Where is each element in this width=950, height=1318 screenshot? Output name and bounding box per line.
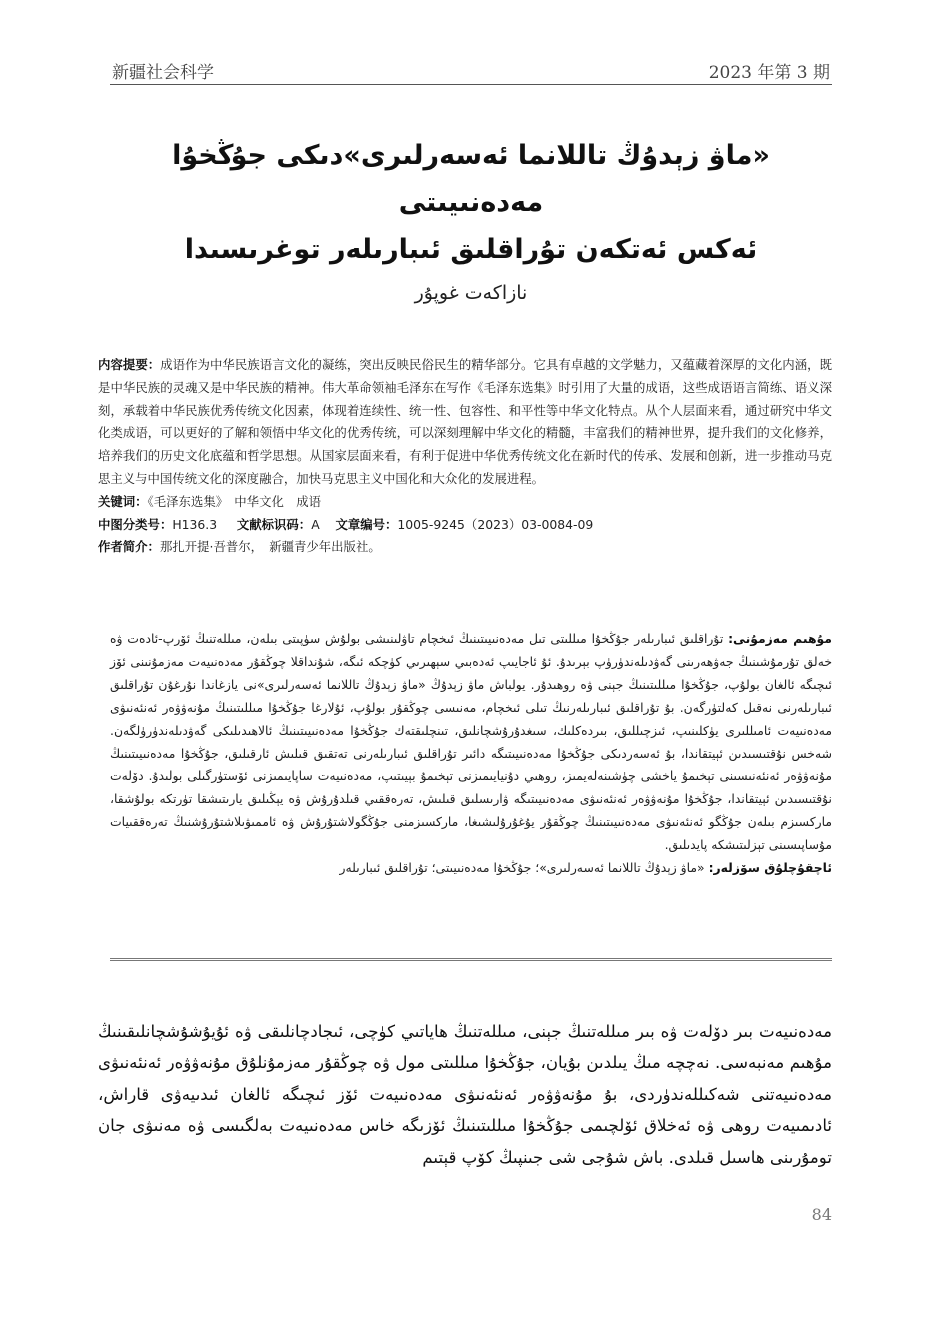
- title-line-1: «ماۋ زېدۇڭ تاللانما ئەسەرلىرى»دىكى جۇڭخۇا مەدەنىيىتى: [172, 140, 770, 218]
- keywords-cn: [98, 491, 832, 514]
- title-line-2: ئەكس ئەتكەن تۇراقلىق ئىبارىلەر توغرىسىدا: [184, 234, 758, 265]
- section-divider: [110, 958, 832, 961]
- journal-name: 新疆社会科学: [112, 63, 214, 83]
- abstract-cn-label: 内容提要：: [98, 357, 161, 372]
- abstract-ug: [110, 628, 832, 857]
- article-no-value: 1005-9245（2023）03-0084-09: [397, 516, 594, 532]
- chinese-metadata: [98, 354, 832, 559]
- uyghur-metadata: [110, 628, 832, 880]
- keywords-ug-text: «ماۋ زېدۇڭ تاللانما ئەسەرلىرى»؛ جۇڭخۇا مەدەنىيىتى؛ تۇراقلىق ئىبارىلەر: [339, 860, 705, 876]
- author-profile: [98, 536, 832, 559]
- body-paragraph: مەدەنىيەت بىر دۆلەت ۋە بىر مىللەتنىڭ جېنى، مىللەتنىڭ ھاياتىي كۈچى، ئىجادچانلىقى ۋە ئۇيۇشۇشچانلىقىنىڭ مۇھىم مەنبەسى. نەچچە مىڭ يىلدىن بۇيان، جۇڭخۇا مىللىتى مول ۋە چوڭقۇر مەزمۇنلۇق مۇنەۋۋەر ئەنئەنىۋى مەدەنىيەتنى شەكىللەندۈردى، بۇ مۇنەۋۋەر ئەنئەنىۋى مەدەنىيەت ئۆز ئىچىگە ئالغان ئىدىيەۋى قاراش، ئادىمىيەت روھى ۋە ئەخلاق ئۆلچىمى جۇڭخۇا مىللىتىنىڭ ئۆزىگە خاس مەدەنىيەت بەلگىسى ۋە مەنىۋى جان تومۇرىنى ھاسىل قىلدى. باش شۇجى شى جىنپىڭ كۆپ قېتىم: [98, 1022, 832, 1167]
- keywords-ug-label: ئاچقۇچلۇق سۆزلەر:: [708, 860, 832, 876]
- doc-code-label: 文献标识码：: [236, 516, 312, 532]
- clc-value: H136.3: [172, 516, 218, 532]
- article-no-label: 文章编号：: [335, 516, 398, 532]
- abstract-ug-text: تۇراقلىق ئىبارىلەر جۇڭخۇا مىللىتى تىل مەدەنىيىتىنىڭ ئىخچام تاۋلىنىشى بولۇش سۈپىتى بىلەن، مىللەتنىڭ ئۆرپ-ئادەت ۋە خەلق تۇرمۇشىنىڭ جەۋھەرىنى گەۋدىلەندۈرۈپ بېرىدۇ. ئۇ ئاجايىپ ئەدەبىي سېھىرىي كۈچكە ئىگە، شۇنداقلا چوڭقۇر مەدەنىيەت مەزمۇنىنى ئۆز ئىچىگە ئالغان بولۇپ، جۇڭخۇا مىللىتىنىڭ جېنى ۋە روھىدۇر. يولباش ماۋ زېدۇڭ «ماۋ زېدۇڭ تاللانما ئەسەرلىرى»نى يازغاندا نۇرغۇن تۇراقلىق ئىبارىلەرنى نەقىل كەلتۈرگەن. بۇ تۇراقلىق ئىبارىلەرنىڭ تىلى ئىخچام، مەنىسى چوڭقۇر بولۇپ، ئۇلارغا جۇڭخۇا مىللىتىنىڭ مۇنەۋۋەر ئەنئەنىۋى مەدەنىيەت ئامىللىرى يۈكلىنىپ، ئىزچىللىق، بىردەكلىك، سىغدۇرۇشچانلىق، تىنچلىقتەك جۇڭخۇا مەدەنىيىتىنىڭ ئالاھىدىلىكى گەۋدىلەندۈرۈلگەن. شەخس نۇقتىسىدىن ئېيتقاندا، بۇ ئەسەردىكى جۇڭخۇا مەدەنىيىتىگە دائىر تۇراقلىق ئىبارىلەرنى تەتقىق قىلىش ئارقىلىق، جۇڭخۇا مەدەنىيىتىنىڭ مۇنەۋۋەر ئەنئەنىسىنى تېخىمۇ ياخشى چۈشىنەلەيمىز، روھىي دۇنيايىمىزنى تېخىمۇ بېيىتىپ، مەدەنىيەت ساپايىمىزنى ئۆستۈرگىلى بولىدۇ. دۆلەت نۇقتىسىدىن ئېيتقاندا، جۇڭخۇا مۇنەۋۋەر ئەنئەنىۋى مەدەنىيىتىگە ۋارىسلىق قىلىش، تەرەققىي قىلدۇرۇش ۋە يېڭىلىق يارىتىشقا تۈرتكە بولۇشقا، ماركسىزم بىلەن جۇڭگو ئەنئەنىۋى مەدەنىيىتىنىڭ چوڭقۇر يۇغۇرۇلىشىغا، ماركسىزمنى جۇڭگولاشتۇرۇش ۋە ئاممىۋىلاشتۇرۇشنىڭ تەرەققىيات مۇساپىسىنى تېزلىتىشكە پايدىلىق.: [110, 631, 832, 853]
- article-title: [110, 132, 832, 273]
- author-profile-text: 那扎开提·吾普尔， 新疆青少年出版社。: [159, 539, 381, 555]
- author-profile-label: 作者简介：: [98, 539, 160, 555]
- keywords-cn-label: 关键词：: [98, 493, 148, 509]
- main-body: [98, 1016, 832, 1173]
- author-name: نازاكەت غوپۇر: [414, 282, 528, 304]
- classification-line: [98, 514, 832, 537]
- keywords-ug: [110, 857, 832, 880]
- abstract-cn-text: 成语作为中华民族语言文化的凝练，突出反映民俗民生的精华部分。它具有卓越的文学魅力，又蕴藏着深厚的文化内涵，既是中华民族的灵魂又是中华民族的精神。伟大革命领袖毛泽东在写作《毛泽东选集》时引用了大量的成语，这些成语语言简练、语义深刻，承载着中华民族优秀传统文化因素，体现着连续性、统一性、包容性、和平性等中华文化特点。从个人层面来看，通过研究中华文化类成语，可以更好的了解和领悟中华文化的优秀传统，可以深刻理解中华文化的精髓，丰富我们的精神世界，提升我们的文化修养，培养我们的历史文化底蕴和哲学思想。从国家层面来看，有利于促进中华优秀传统文化在新时代的传承、发展和创新，进一步推动马克思主义与中国传统文化的深度融合，加快马克思主义中国化和大众化的发展进程。: [98, 357, 833, 486]
- page-number: 84: [811, 1205, 832, 1224]
- doc-code-value: A: [311, 516, 320, 532]
- abstract-cn: [98, 354, 832, 491]
- issue-number: 2023 年第 3 期: [708, 63, 830, 83]
- abstract-ug-label: مۇھىم مەزمۇنى:: [728, 631, 832, 646]
- running-header: [110, 56, 832, 85]
- keywords-cn-text: 《毛泽东选集》 中华文化 成语: [147, 493, 322, 509]
- clc-label: 中图分类号：: [98, 516, 173, 532]
